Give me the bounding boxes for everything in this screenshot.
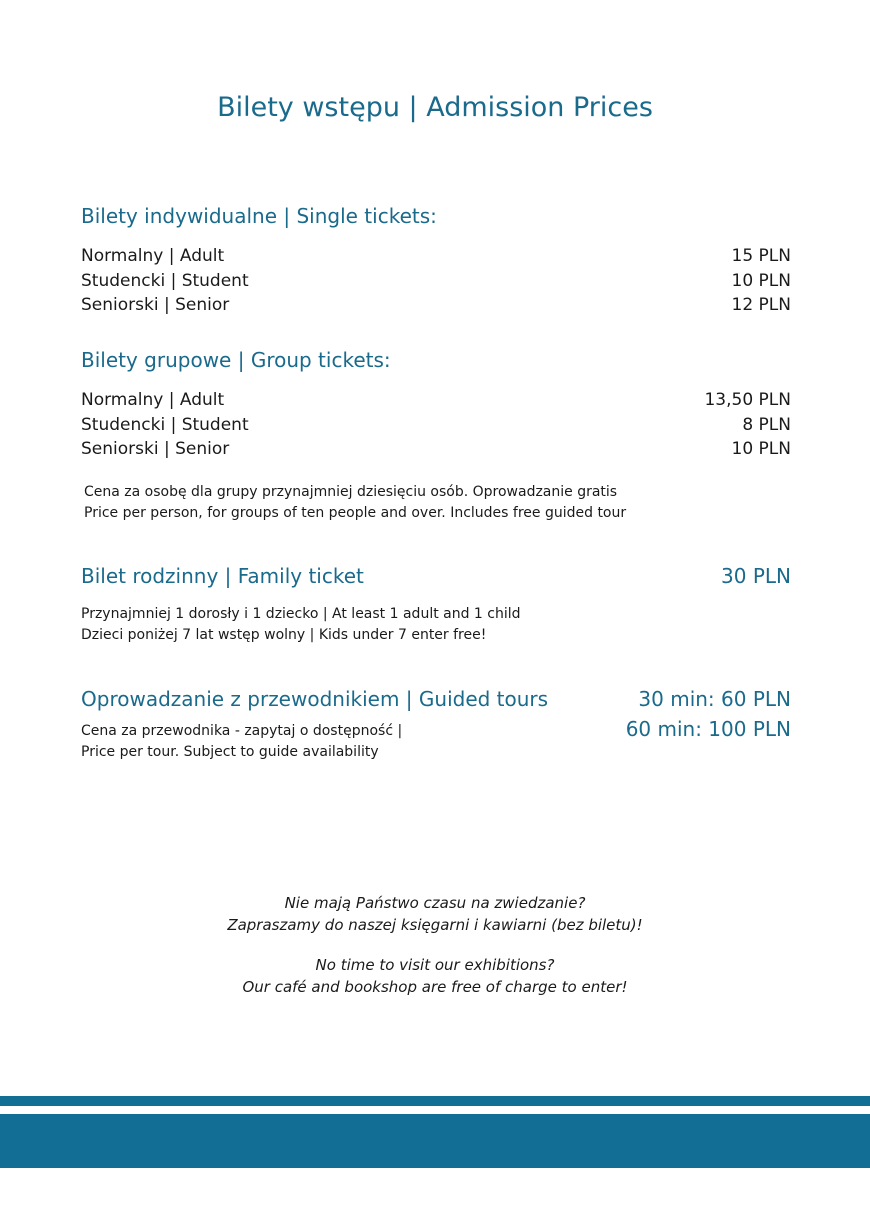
decorative-band-thin [0, 1096, 870, 1106]
footer-line: Our café and bookshop are free of charge to enter! [242, 978, 628, 996]
ticket-price: 15 PLN [731, 246, 791, 266]
family-note-line: Dzieci poniżej 7 lat wstęp wolny | Kids under 7 enter free! [81, 627, 487, 643]
guided-note-line: Price per tour. Subject to guide availability [81, 744, 379, 760]
ticket-price: 10 PLN [731, 270, 791, 291]
guided-tours-section [81, 685, 791, 763]
group-note-en: Price per person, for groups of ten people and over. Includes free guided tour [84, 504, 627, 521]
group-tickets-heading: Bilety grupowe | Group tickets: [81, 348, 391, 372]
price-row [81, 244, 791, 269]
guided-price-60: 60 min: 100 PLN [625, 717, 791, 741]
price-row [81, 437, 791, 462]
single-tickets-section [81, 202, 791, 318]
price-row [81, 269, 791, 294]
price-row [81, 293, 791, 318]
ticket-label: Seniorski | Senior [81, 295, 230, 315]
ticket-label: Normalny | Adult [81, 390, 225, 410]
family-ticket-heading: Bilet rodzinny | Family ticket [81, 564, 364, 588]
group-note [81, 482, 791, 524]
group-note-pl: Cena za osobę dla grupy przynajmniej dziesięciu osób. Oprowadzanie gratis [84, 483, 618, 500]
ticket-label: Studencki | Student [81, 270, 249, 291]
group-tickets-section [81, 346, 791, 524]
guided-tours-heading: Oprowadzanie z przewodnikiem | Guided tours [81, 687, 549, 711]
ticket-price: 10 PLN [731, 439, 791, 459]
ticket-label: Studencki | Student [81, 414, 249, 435]
ticket-price: 13,50 PLN [704, 390, 791, 410]
guided-price-30: 30 min: 60 PLN [638, 687, 791, 711]
footer-note-en [0, 954, 870, 998]
ticket-price: 8 PLN [742, 414, 791, 435]
price-row [81, 388, 791, 413]
guided-note [81, 721, 402, 763]
family-ticket-section [81, 562, 791, 646]
footer-line: No time to visit our exhibitions? [315, 956, 555, 974]
ticket-label: Normalny | Adult [81, 246, 225, 266]
footer-line: Nie mają Państwo czasu na zwiedzanie? [284, 894, 586, 912]
ticket-price: 12 PLN [731, 295, 791, 315]
price-row [81, 413, 791, 438]
page-title: Bilety wstępu | Admission Prices [217, 92, 653, 123]
family-ticket-price: 30 PLN [721, 564, 791, 588]
decorative-band-thick [0, 1114, 870, 1168]
single-tickets-heading: Bilety indywidualne | Single tickets: [81, 204, 437, 228]
family-note-line: Przynajmniej 1 dorosły i 1 dziecko | At least 1 adult and 1 child [81, 606, 521, 622]
footer-note-pl [0, 892, 870, 936]
guided-note-line: Cena za przewodnika - zapytaj o dostępność | [81, 723, 403, 739]
ticket-label: Seniorski | Senior [81, 439, 230, 459]
footer-line: Zapraszamy do naszej księgarni i kawiarni (bez biletu)! [227, 916, 643, 934]
family-note [81, 604, 791, 646]
